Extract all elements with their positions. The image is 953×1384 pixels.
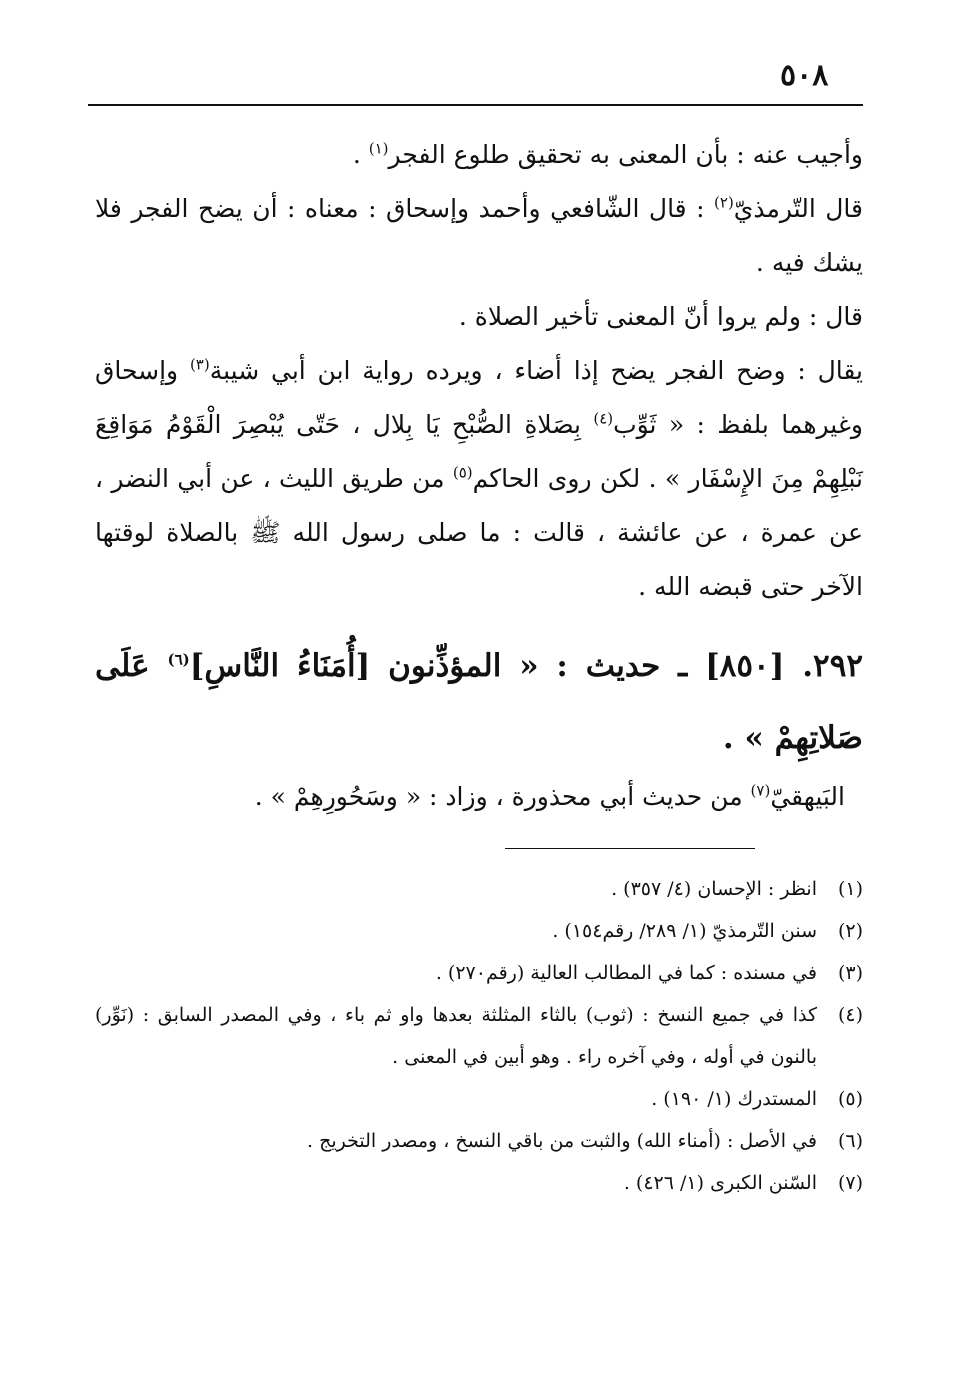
- footnote-6: [95, 1120, 863, 1162]
- hadith-heading: [95, 630, 863, 774]
- footnote-mark: (٤): [837, 1004, 863, 1026]
- footnote-mark: (١): [837, 878, 863, 900]
- footnote-mark: (٥): [837, 1088, 863, 1110]
- footnote-2: [95, 910, 863, 952]
- paragraph-4-text-d: من طريق الليث ، عن أبي النضر ، عن عمرة ، عن عائشة ، قالت : ما صلى رسول الله ﷺ بالصلاة لوقتها الآخر حتى قبضه الله .: [95, 464, 863, 601]
- footnote-text: انظر : الإحسان (٤/ ٣٥٧) .: [611, 878, 817, 900]
- paragraph-4-text-c: بِصَلاةِ الصُّبْحِ يَا بِلال ، حَتّى يُبْصِرَ الْقَوْمُ مَوَاقِعَ نَبْلِهِمْ مِنَ الإِسْفَار » . لكن روى الحاكم: [95, 410, 863, 493]
- footnote-ref-4: (٤): [593, 409, 614, 428]
- footnote-ref-6: (٦): [167, 650, 190, 669]
- footnote-mark: (٢): [837, 920, 863, 942]
- footnote-mark: (٧): [837, 1172, 863, 1194]
- hadith-text-b: عَلَى صَلاتِهِمْ » .: [95, 648, 863, 756]
- main-text: [95, 128, 863, 614]
- hadith-heading-line: [95, 630, 863, 774]
- footnotes: [95, 868, 863, 1204]
- paragraph-1-text: وأجيب عنه : بأن المعنى به تحقيق طلوع الفجر: [388, 140, 863, 169]
- paragraph-2: [95, 182, 863, 290]
- footnote-ref-7: (٧): [750, 781, 771, 800]
- page-number: ٥٠٨: [780, 58, 829, 93]
- footnote-separator: [505, 848, 755, 849]
- footnote-ref-2: (٢): [714, 193, 734, 212]
- paragraph-4-text-b: وإسحاق وغيرهما بلفظ : « ثَوِّب: [95, 356, 863, 439]
- footnote-mark: (٦): [837, 1130, 863, 1152]
- footnote-mark: (٣): [837, 962, 863, 984]
- footnote-3: [95, 952, 863, 994]
- paragraph-4-text-a: يقال : وضح الفجر يضح إذا أضاء ، ويرده رواية ابن أبي شيبة: [209, 356, 863, 385]
- footnote-1: [95, 868, 863, 910]
- paragraph-1: [95, 128, 863, 182]
- footnote-text: السّنن الكبرى (١/ ٤٢٦) .: [623, 1172, 817, 1194]
- header-rule: [88, 104, 863, 106]
- paragraph-2-text-a: قال التّرمذيّ: [733, 194, 863, 223]
- paragraph-3: قال : ولم يروا أنّ المعنى تأخير الصلاة .: [458, 302, 863, 331]
- footnote-5: [95, 1078, 863, 1120]
- hadith-source: [95, 772, 845, 822]
- paragraph-1-tail: .: [352, 140, 369, 169]
- footnote-7: [95, 1162, 863, 1204]
- footnote-text: المستدرك (١/ ١٩٠) .: [651, 1088, 817, 1110]
- footnote-ref-1: (١): [368, 139, 389, 158]
- footnote-ref-3: (٣): [189, 355, 210, 374]
- footnote-4: [95, 994, 863, 1078]
- hadith-text-a: ٢٩٢. [٨٥٠] ـ حديث : « المؤذِّنون [أُمَنَاءُ النَّاسِ]: [189, 648, 863, 684]
- footnote-text: كذا في جميع النسخ : (ثوب) بالثاء المثلثة بعدها واو ثم باء ، وفي المصدر السابق : (نَوِّر) بالنون في أوله ، وفي آخره راء . وهو أبين في المعنى .: [95, 1004, 817, 1068]
- paragraph-4: [95, 344, 863, 614]
- footnote-text: سنن التّرمذيّ (١/ ٢٨٩/ رقم١٥٤) .: [552, 920, 817, 942]
- source-text-a: البَيهقيّ: [770, 782, 845, 811]
- footnote-text: في الأصل : (أمناء الله) والثبت من باقي النسخ ، ومصدر التخريج .: [307, 1130, 817, 1152]
- footnote-ref-5: (٥): [452, 463, 473, 482]
- footnote-text: في مسنده : كما في المطالب العالية (رقم٢٧٠) .: [435, 962, 817, 984]
- source-text-b: من حديث أبي محذورة ، وزاد : « وسَحُورِهِمْ » .: [254, 782, 751, 811]
- paragraph-2-text-b: : قال الشّافعي وأحمد وإسحاق : معناه : أن يضح الفجر فلا يشك فيه .: [95, 194, 863, 277]
